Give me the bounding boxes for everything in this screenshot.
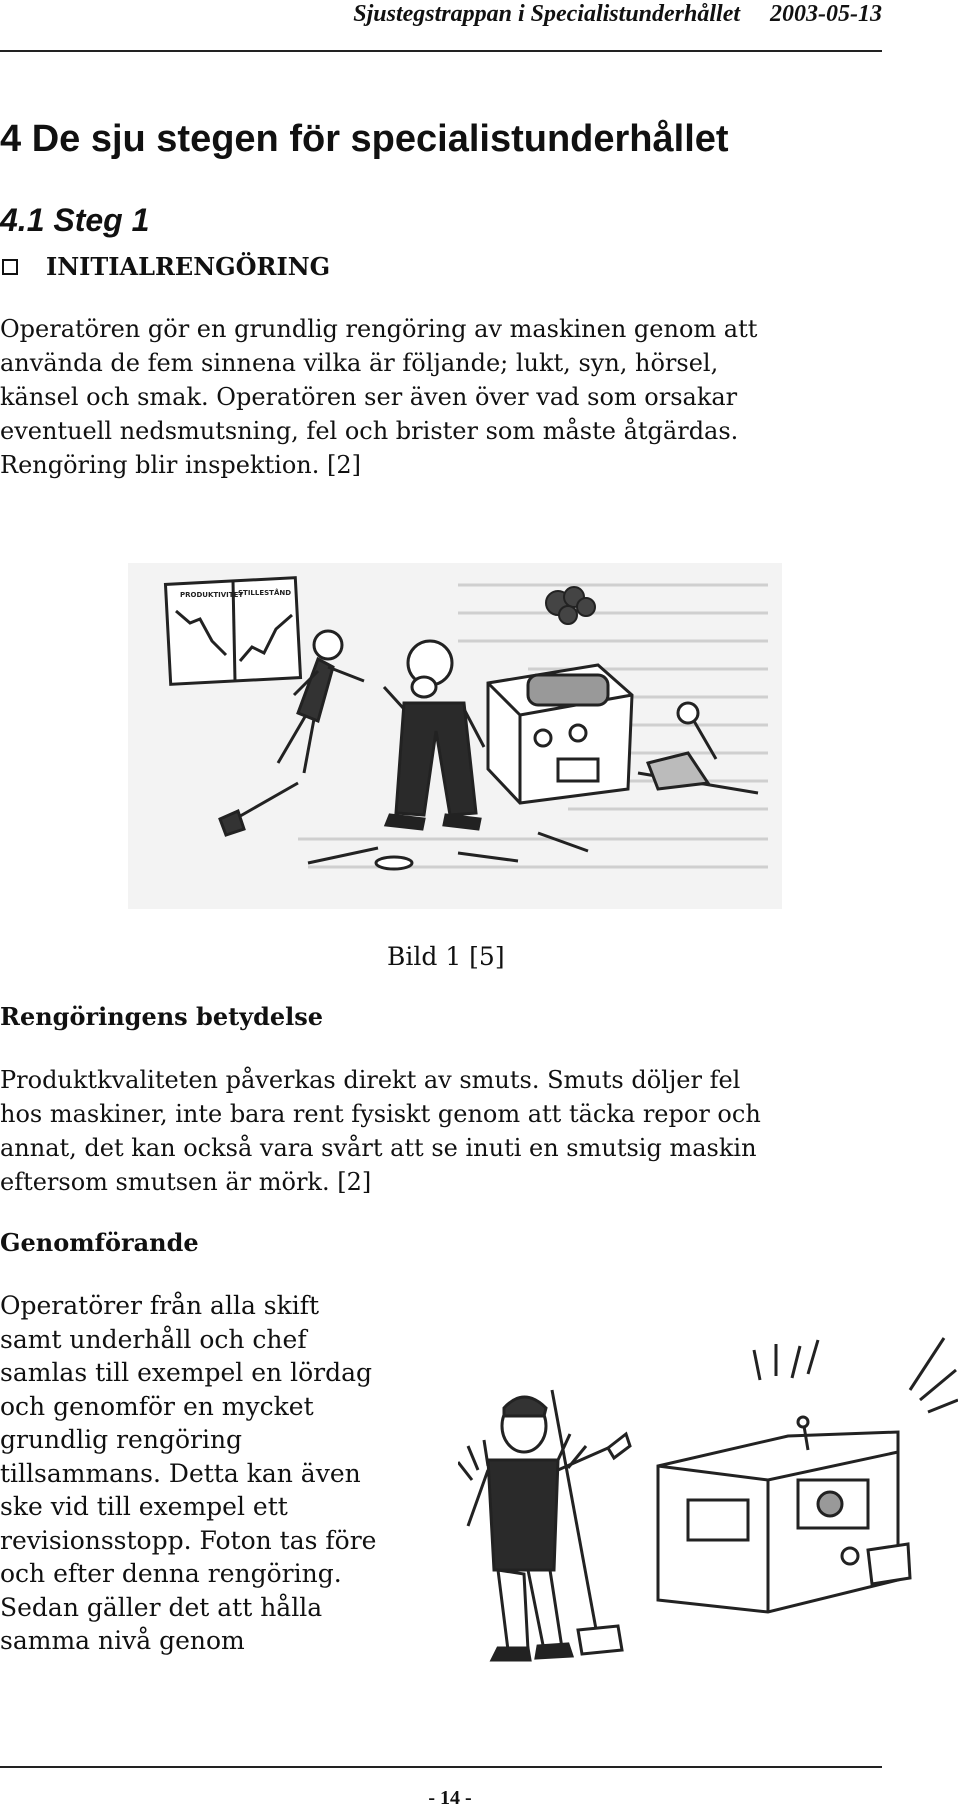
chart-board-label-right: STILLESTÅND	[238, 589, 292, 597]
figure-1-caption: Bild 1 [5]	[387, 942, 505, 971]
chart-board-label-left: PRODUKTIVITET	[180, 591, 244, 599]
header-title: Sjustegstrappan i Specialistunderhållet	[353, 1, 741, 27]
heading-cleaning-importance: Rengöringens betydelse	[0, 1002, 324, 1031]
cartoon-clean-machine-image	[458, 1330, 958, 1670]
cartoon-dirty-machine-image	[128, 563, 782, 909]
cleaning-importance-paragraph: Produktkvaliteten påverkas direkt av smuts. Smuts döljer fel hos maskiner, inte bara rent fysiskt genom att täcka repor och annat, det kan också vara svårt att se inuti en smutsig maskin eftersom smutsen är mörk. [2]	[0, 1066, 761, 1196]
header-date: 2003-05-13	[770, 1, 882, 27]
section-title: 4.1 Steg 1	[0, 202, 150, 238]
checkbox-bullet-icon	[2, 259, 18, 275]
bullet-item	[0, 250, 330, 284]
header-divider	[0, 50, 882, 52]
chapter-title: 4 De sju stegen för specialistunderhållet	[0, 118, 729, 160]
page-number: - 14 -	[428, 1787, 472, 1809]
footer-divider	[0, 1766, 882, 1768]
running-header	[0, 0, 882, 28]
implementation-paragraph: Operatörer från alla skift samt underhåll och chef samlas till exempel en lördag och genomför en mycket grundlig rengöring tillsammans. Detta kan även ske vid till exempel ett revisionsstopp. Foton tas före och efter denna rengöring. Sedan gäller det att hålla samma nivå genom	[0, 1291, 377, 1655]
intro-paragraph: Operatören gör en grundlig rengöring av maskinen genom att använda de fem sinnena vilka är följande; lukt, syn, hörsel, känsel och smak. Operatören ser även över vad som orsakar eventuell nedsmutsning, fel och brister som måste åtgärdas. Rengöring blir inspektion. [2]	[0, 315, 758, 479]
heading-implementation: Genomförande	[0, 1228, 199, 1257]
bullet-label: INITIALRENGÖRING	[46, 252, 331, 281]
